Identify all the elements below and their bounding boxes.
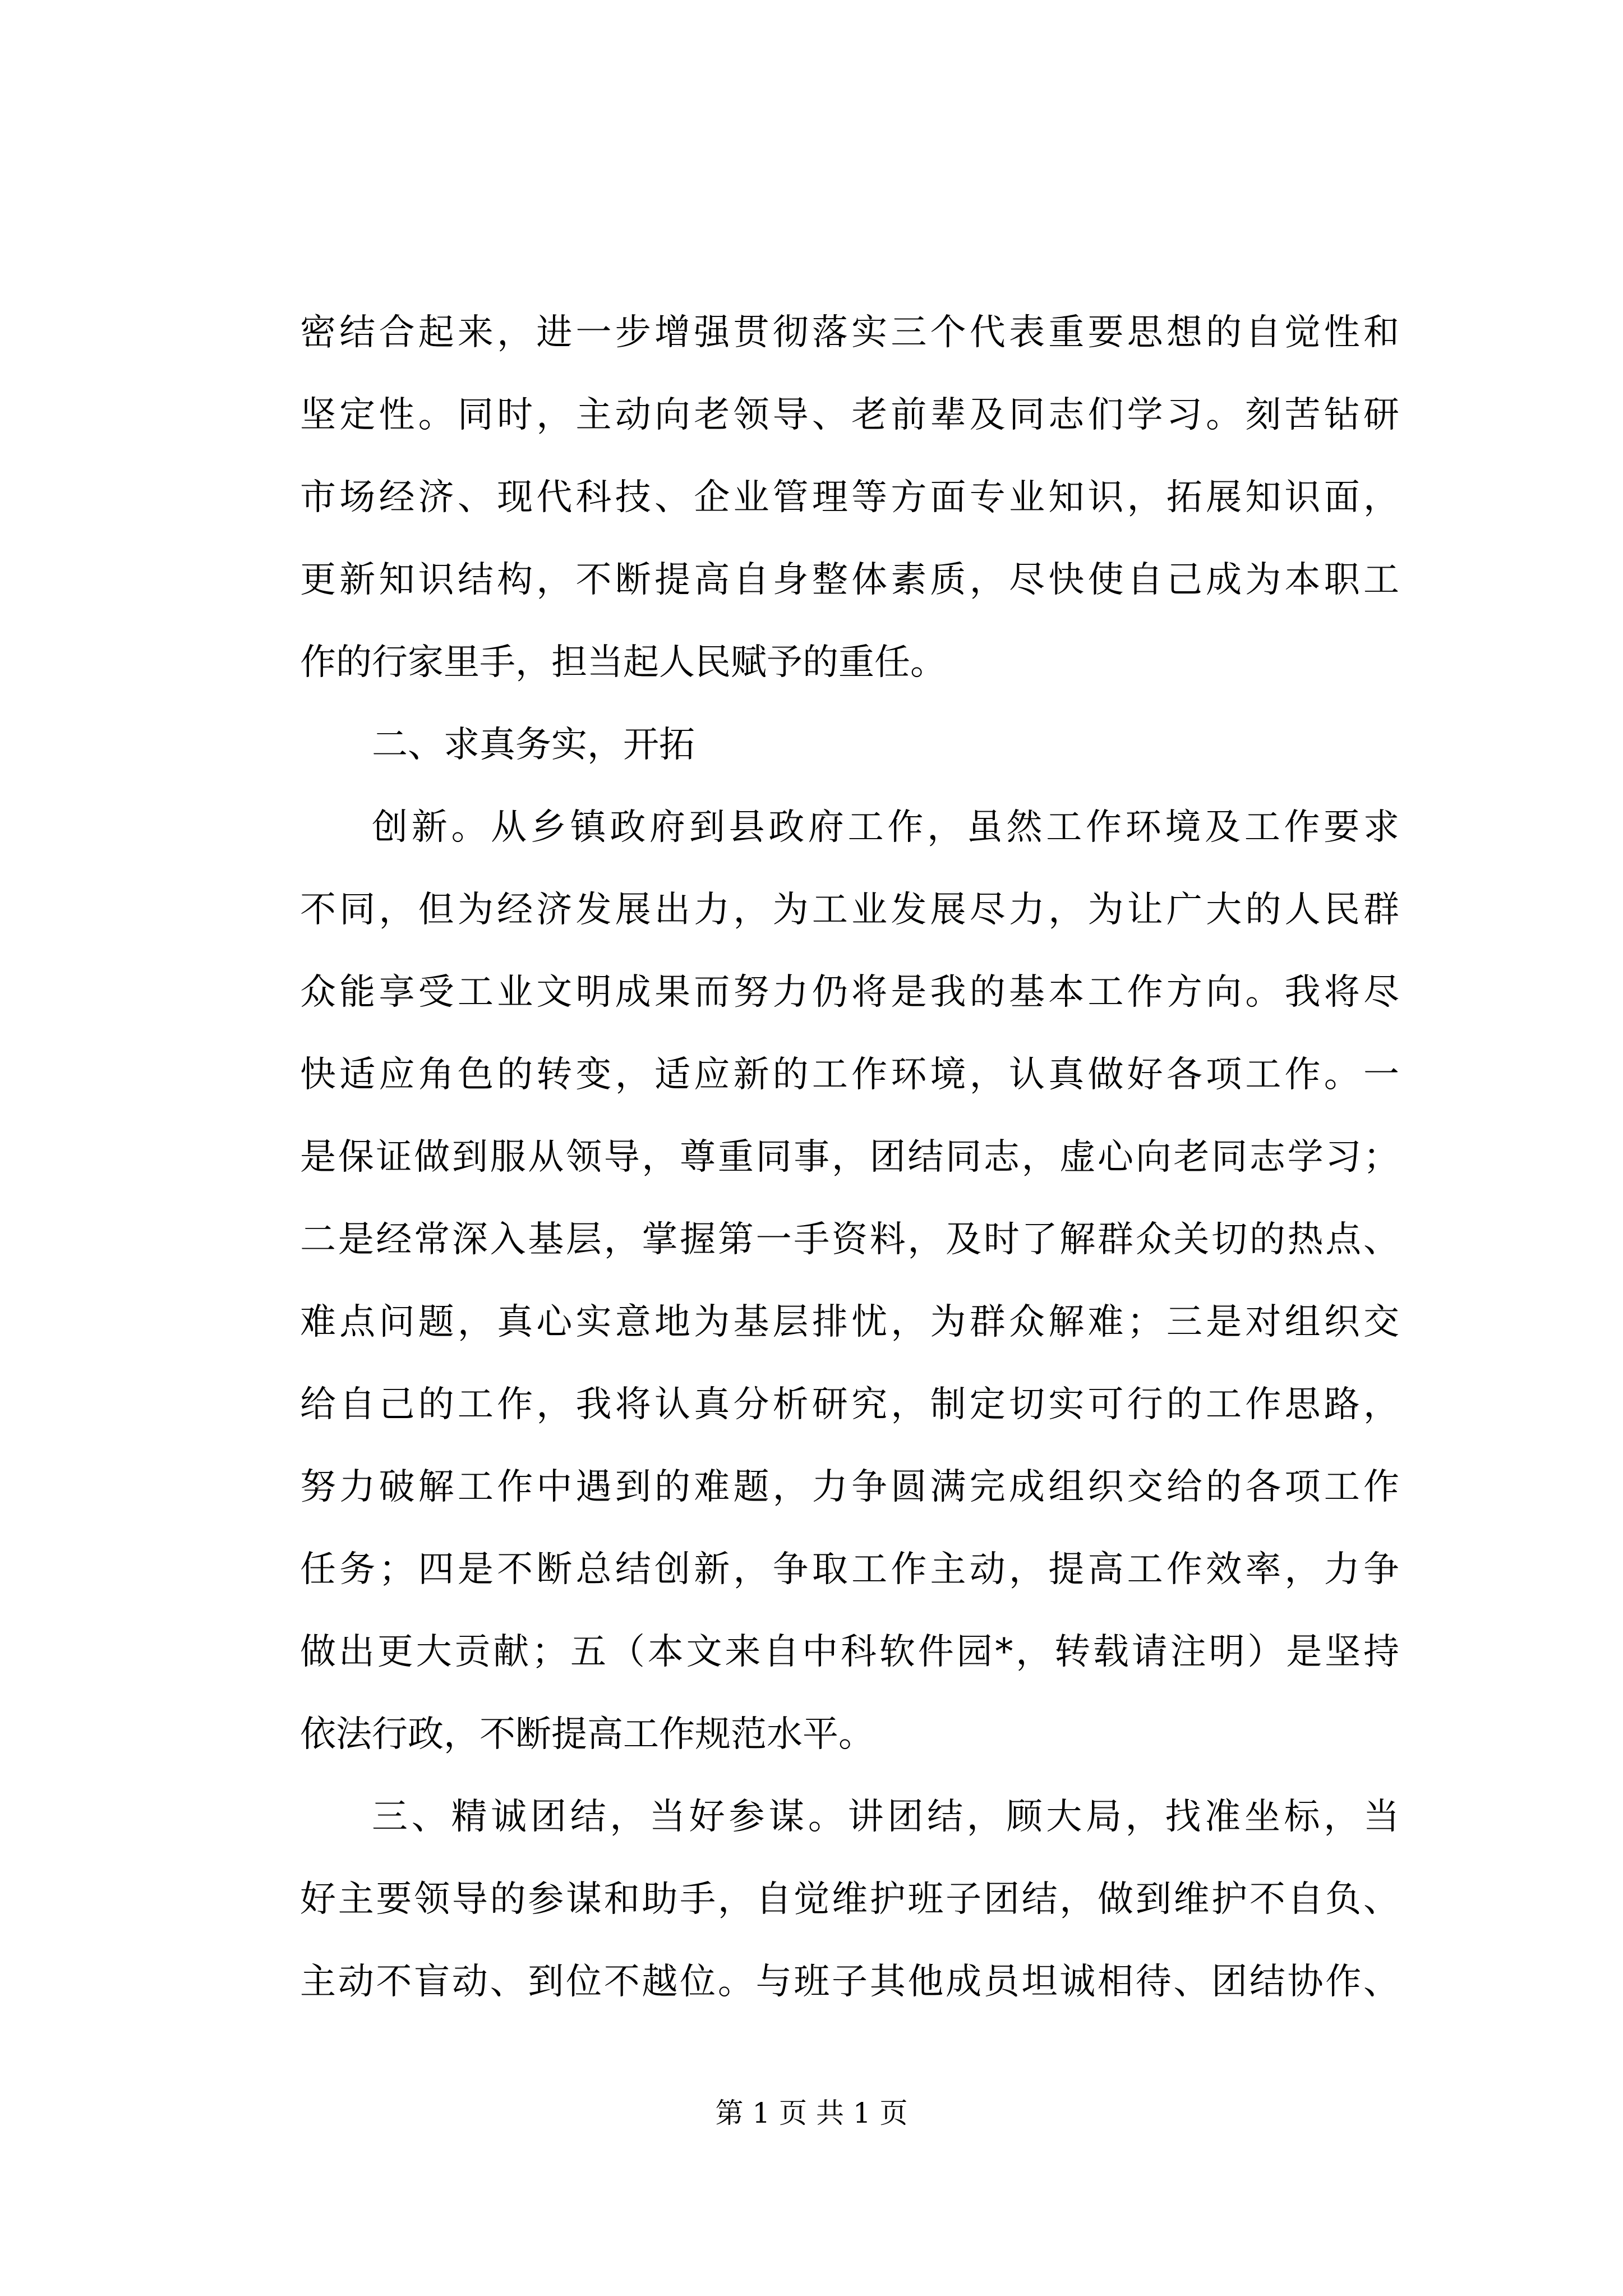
- body-text-line: 主动不盲动、到位不越位。与班子其他成员坦诚相待、团结协作、: [300, 1961, 1399, 2003]
- body-text-line: 密结合起来，进一步增强贯彻落实三个代表重要思想的自觉性和: [300, 312, 1399, 353]
- body-text-line: 是保证做到服从领导，尊重同事，团结同志，虚心向老同志学习；: [300, 1137, 1399, 1178]
- body-text-line: 难点问题，真心实意地为基层排忧，为群众解难；三是对组织交: [300, 1301, 1399, 1343]
- body-text-line: 努力破解工作中遇到的难题，力争圆满完成组织交给的各项工作: [300, 1466, 1399, 1508]
- body-text-line: 依法行政，不断提高工作规范水平。: [300, 1714, 874, 1755]
- body-text-line: 快适应角色的转变，适应新的工作环境，认真做好各项工作。一: [300, 1054, 1399, 1096]
- body-text-line: 好主要领导的参谋和助手，自觉维护班子团结，做到维护不自负、: [300, 1879, 1399, 1920]
- body-text-line: 给自己的工作，我将认真分析研究，制定切实可行的工作思路，: [300, 1384, 1399, 1425]
- body-text-line: 任务；四是不断总结创新，争取工作主动，提高工作效率，力争: [300, 1549, 1399, 1590]
- page-footer: 第 1 页 共 1 页: [715, 2097, 908, 2129]
- body-text-line: 作的行家里手，担当起人民赋予的重任。: [300, 642, 946, 683]
- body-text-line: 不同，但为经济发展出力，为工业发展尽力，为让广大的人民群: [300, 889, 1399, 931]
- body-text-line: 更新知识结构，不断提高自身整体素质，尽快使自己成为本职工: [300, 559, 1399, 601]
- body-text-line: 创新。从乡镇政府到县政府工作，虽然工作环境及工作要求: [372, 807, 1399, 848]
- body-text-line: 二是经常深入基层，掌握第一手资料，及时了解群众关切的热点、: [300, 1219, 1399, 1260]
- body-text-line: 市场经济、现代科技、企业管理等方面专业知识，拓展知识面，: [300, 477, 1399, 518]
- body-text-line: 坚定性。同时，主动向老领导、老前辈及同志们学习。刻苦钻研: [300, 394, 1399, 436]
- section-heading: 二、求真务实，开拓: [372, 724, 695, 766]
- body-text-line: 三、精诚团结，当好参谋。讲团结，顾大局，找准坐标，当: [372, 1796, 1399, 1838]
- body-text-line: 众能享受工业文明成果而努力仍将是我的基本工作方向。我将尽: [300, 972, 1399, 1013]
- body-text-line: 做出更大贡献；五（本文来自中科软件园*，转载请注明）是坚持: [300, 1631, 1399, 1673]
